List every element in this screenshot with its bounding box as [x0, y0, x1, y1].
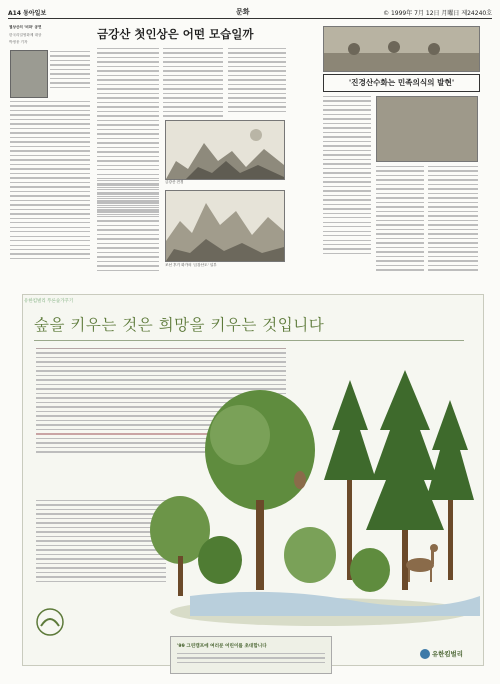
painting-top-caption: 금강산 전경: [165, 180, 184, 184]
brand-mark-icon: [420, 649, 430, 659]
right-headline: '진경산수화는 민족의식의 발현': [323, 74, 480, 92]
left-column-text-a: [50, 51, 90, 91]
right-text-col2: [376, 166, 424, 274]
left-column-byline: 한국리얼영화제 대상: [9, 33, 42, 37]
brand-name: 유한킴벌리: [432, 650, 463, 658]
main-text-col2: [163, 48, 223, 120]
right-text-col3: [428, 166, 478, 274]
left-column-text-b: [10, 101, 90, 262]
main-text-col3: [228, 48, 286, 115]
forest-illustration: [150, 360, 480, 630]
painting-bottom: [165, 190, 285, 262]
ad-body-text-b: [36, 500, 166, 585]
main-headline: 금강산 첫인상은 어떤 모습일까: [97, 27, 254, 41]
author-photo: [10, 50, 48, 98]
ad-title-rule: [34, 340, 464, 341]
camp-notice-text: [177, 653, 325, 666]
main-text-col1b: [97, 180, 159, 274]
brand-logo: [420, 646, 476, 662]
right-text-col1: [323, 96, 371, 257]
ad-title: 숲을 키우는 것은 희망을 키우는 것입니다: [34, 316, 325, 334]
section-name: 문화: [236, 8, 250, 16]
right-photo: [323, 26, 480, 72]
painting-bottom-caption: 조선 후기 화가의 '금강산도' 일부: [165, 263, 217, 267]
forest-campaign-logo: [36, 608, 64, 636]
issue-date: © 1999年 7月 12日 月曜日 제24240호: [383, 10, 492, 17]
camp-notice-box: [170, 636, 332, 674]
camp-notice-title: '99 그린캠프에 여러분 어린이를 초대합니다: [177, 644, 267, 649]
ad-tag: 유한킴벌리 푸른숲가꾸기: [24, 299, 74, 304]
right-photo-2: [376, 96, 478, 162]
left-column-author: 박정웅 기자: [9, 40, 28, 44]
left-column-title: 열상산의 '비파' 공연: [9, 25, 42, 29]
page-number: A14 동아일보: [8, 10, 47, 17]
page-header: [8, 6, 492, 19]
painting-top: [165, 120, 285, 180]
